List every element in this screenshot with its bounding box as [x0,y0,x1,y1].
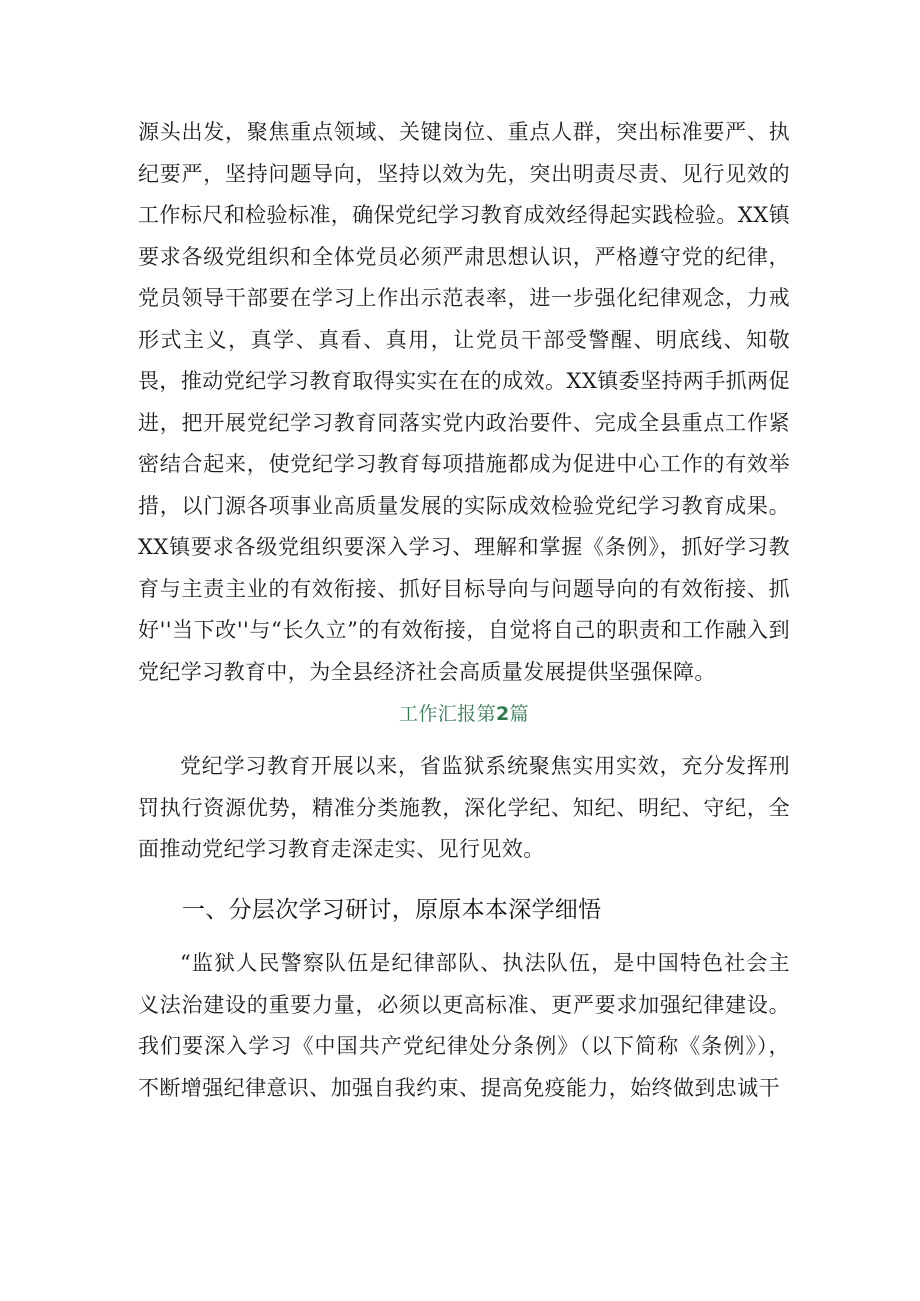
section-title-prefix: 工作汇报第 [398,703,496,725]
section-title-number: 2 [495,703,510,725]
section-title-suffix: 篇 [509,703,530,725]
body-paragraph-3: “监狱人民警察队伍是纪律部队、执法队伍，是中国特色社会主义法治建设的重要力量，必须以更高标准、更严要求加强纪律建设。我们要深入学习《中国共产党纪律处分条例》（以下简称《条例》），不断增强纪律意识、加强自我约束、提高免疫能力，始终做到忠诚干 [138,951,790,1100]
document-page [138,112,790,1109]
section-title [138,699,790,729]
section-heading-1: 一、分层次学习研讨，原原本本深学细悟 [182,897,602,923]
body-paragraph-2: 党纪学习教育开展以来，省监狱系统聚焦实用实效，充分发挥刑罚执行资源优势，精准分类施教，深化学纪、知纪、明纪、守纪，全面推动党纪学习教育走深走实、见行见效。 [138,754,790,861]
body-paragraph-1: 源头出发，聚焦重点领域、关键岗位、重点人群，突出标准要严、执纪要严，坚持问题导向，坚持以效为先，突出明责尽责、见行见效的工作标尺和检验标准，确保党纪学习教育成效经得起实践检验。XX镇要求各级党组织和全体党员必须严肃思想认识，严格遵守党的纪律，党员领导干部要在学习上作出示范表率，进一步强化纪律观念，力戒形式主义，真学、真看、真用，让党员干部受警醒、明底线、知敬畏，推动党纪学习教育取得实实在在的成效。XX镇委坚持两手抓两促进，把开展党纪学习教育同落实党内政治要件、完成全县重点工作紧密结合起来，使党纪学习教育每项措施都成为促进中心工作的有效举措，以门源各项事业高质量发展的实际成效检验党纪学习教育成果。XX镇要求各级党组织要深入学习、理解和掌握《条例》，抓好学习教育与主责主业的有效衔接、抓好目标导向与问题导向的有效衔接、抓好''当下改''与“长久立”的有效衔接，自觉将自己的职责和工作融入到党纪学习教育中，为全县经济社会高质量发展提供坚强保障。 [138,120,790,684]
